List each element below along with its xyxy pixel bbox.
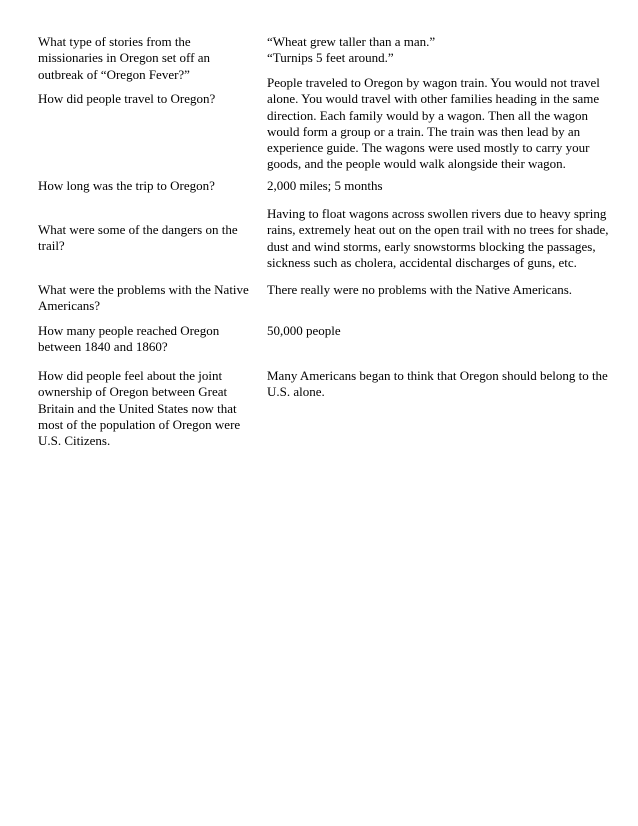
answer-line: alone. You would travel with other families heading in the same: [267, 91, 600, 107]
question-line: most of the population of Oregon were: [38, 416, 241, 432]
answer-travel: [267, 75, 607, 173]
question-population: [38, 323, 248, 356]
question-line: between 1840 and 1860?: [38, 339, 168, 355]
answer-native-americans: [267, 282, 607, 298]
answer-joint-ownership: [267, 368, 607, 401]
answer-line: would form a group or a train. The train was then lead by an: [267, 123, 581, 139]
question-native-americans: [38, 282, 248, 315]
answer-trip-length: [267, 178, 607, 194]
question-line: How long was the trip to Oregon?: [38, 178, 215, 193]
question-dangers: [38, 222, 248, 255]
question-line: Britain and the United States now that: [38, 400, 237, 416]
answer-line: experience guide. The wagons were used mostly to carry your: [267, 140, 590, 156]
question-line: How did people travel to Oregon?: [38, 91, 216, 106]
question-line: How did people feel about the joint: [38, 368, 223, 383]
question-line: Americans?: [38, 298, 101, 314]
answer-line: U.S. alone.: [267, 384, 325, 400]
answer-line: “Turnips 5 feet around.”: [267, 50, 394, 66]
question-trip-length: [38, 178, 248, 194]
answer-line: 2,000 miles; 5 months: [267, 178, 383, 193]
question-line: trail?: [38, 238, 65, 254]
answer-line: goods, and the people would walk alongside their wagon.: [267, 156, 566, 172]
answer-stories: [267, 34, 607, 67]
question-stories: [38, 34, 248, 83]
question-line: U.S. Citizens.: [38, 433, 111, 449]
question-line: ownership of Oregon between Great: [38, 384, 228, 400]
answer-line: People traveled to Oregon by wagon train. You would not travel: [267, 75, 600, 90]
question-line: What type of stories from the: [38, 34, 191, 49]
question-travel: [38, 91, 248, 107]
answer-line: direction. Each family would by a wagon. Then all the wagon: [267, 107, 589, 123]
answer-line: dust and wind storms, early snowstorms blocking the passages,: [267, 238, 596, 254]
answer-population: [267, 323, 607, 339]
question-line: missionaries in Oregon set off an: [38, 50, 210, 66]
question-line: What were some of the dangers on the: [38, 222, 238, 237]
answer-line: Having to float wagons across swollen rivers due to heavy spring: [267, 206, 607, 221]
answer-line: sickness such as cholera, accidental discharges of guns, etc.: [267, 254, 577, 270]
answer-line: Many Americans began to think that Oregon should belong to the: [267, 368, 608, 383]
answer-line: There really were no problems with the Native Americans.: [267, 282, 573, 297]
question-joint-ownership: [38, 368, 248, 449]
answer-line: 50,000 people: [267, 323, 341, 338]
answer-line: rains, extremely heat out on the open trail with no trees for shade,: [267, 222, 609, 238]
answer-dangers: [267, 206, 607, 271]
question-line: How many people reached Oregon: [38, 323, 220, 338]
question-line: outbreak of “Oregon Fever?”: [38, 66, 190, 82]
answer-line: “Wheat grew taller than a man.”: [267, 34, 436, 49]
question-line: What were the problems with the Native: [38, 282, 249, 297]
